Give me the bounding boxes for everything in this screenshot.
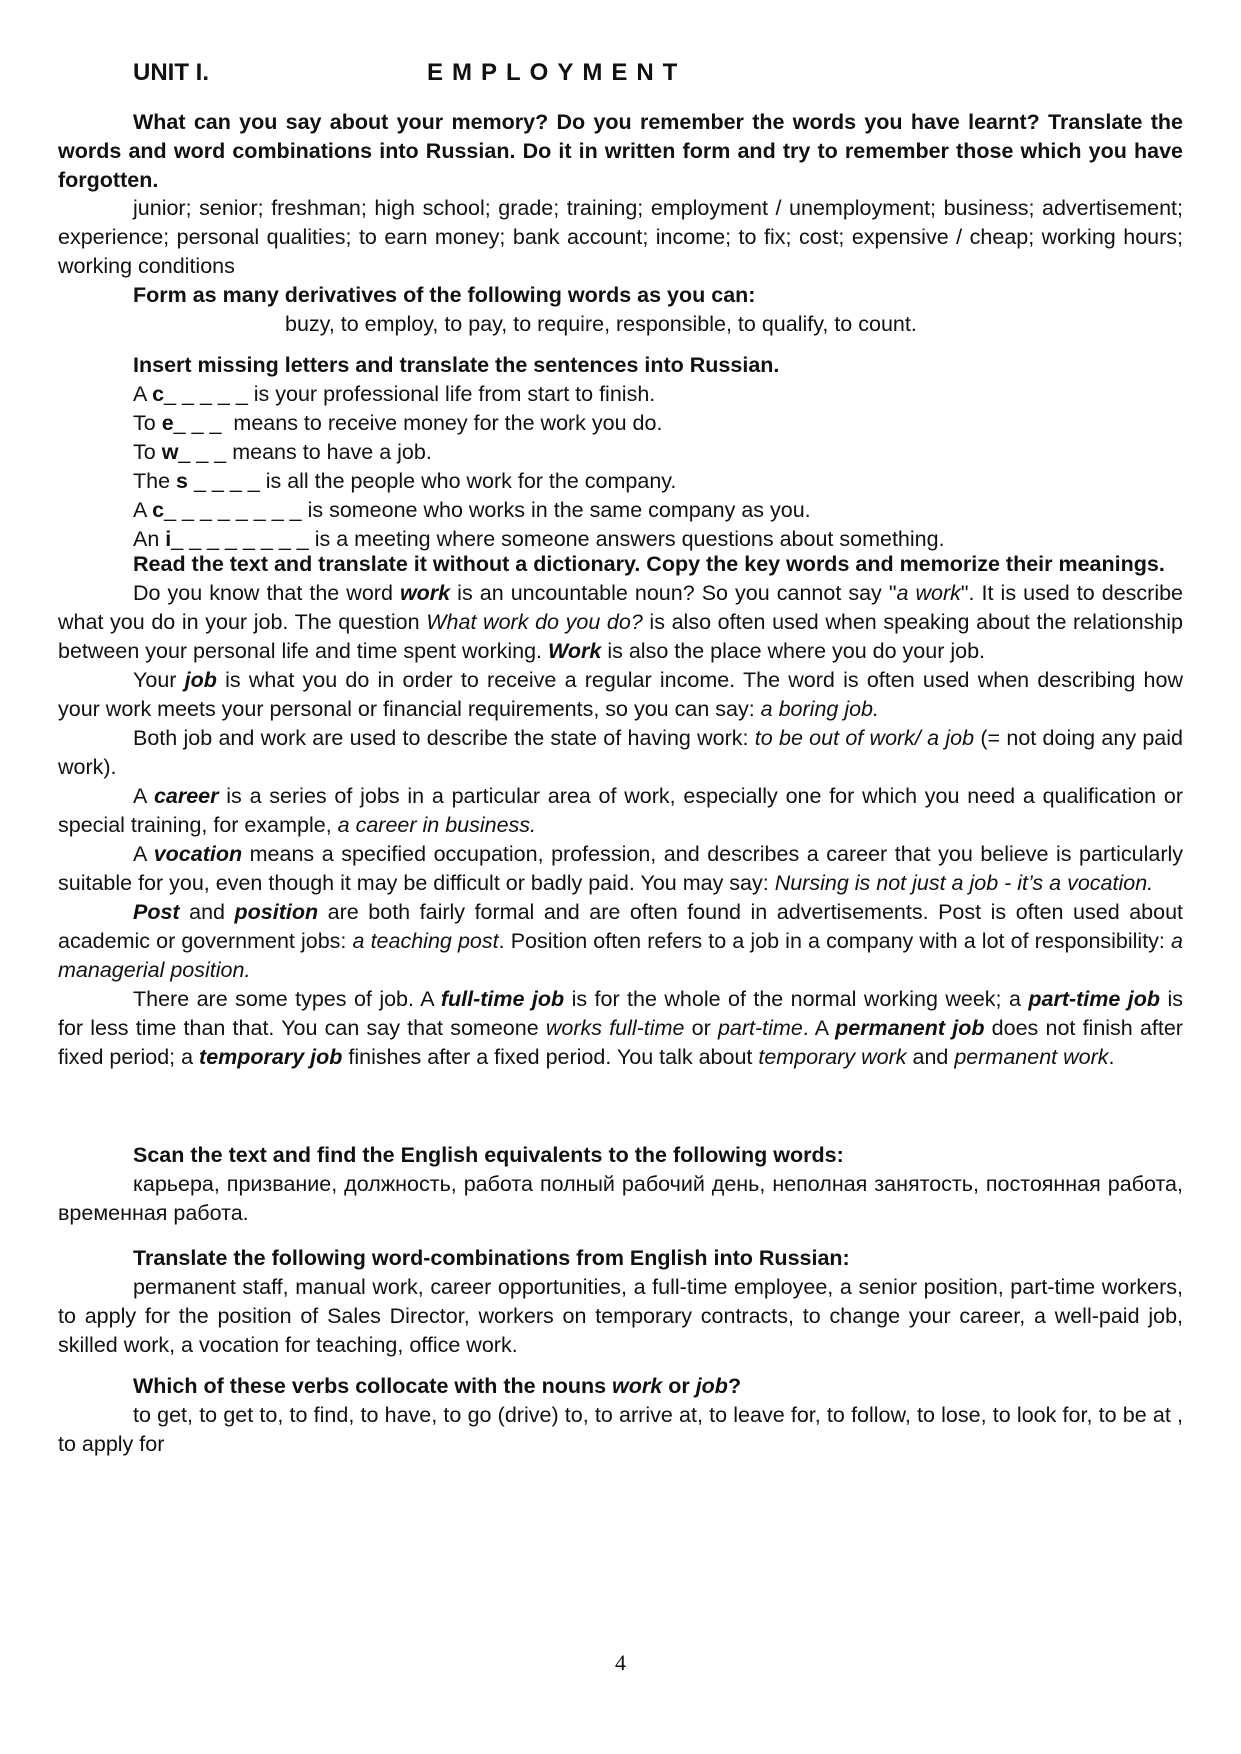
reading-paragraph-job: Your job is what you do in order to receive a regular income. The word is often used when describing how your work meets your personal or financial requirements, so you can say: a boring job. [58, 668, 1183, 721]
gap-sentence [58, 438, 1183, 467]
gap-first-letter: c [152, 382, 165, 406]
gap-blanks: _ _ _ _ _ _ _ _ [164, 498, 308, 522]
derivatives-word-list: buzy, to employ, to pay, to require, responsible, to qualify, to count. [285, 312, 917, 336]
reading-paragraph-both: Both job and work are used to describe the state of having work: to be out of work/ a job (= not doing any paid work). [58, 726, 1183, 779]
keyword-position: position [234, 900, 319, 924]
scan-word-list: карьера, призвание, должность, работа полный рабочий день, неполная занятость, постоянная работа, временная работа. [58, 1172, 1183, 1225]
reading-paragraph-post-position: Post and position are both fairly formal and are often found in advertisements. Post is often used about academic or government jobs: a teaching post. Position often refers to a job in a company with a lot of responsibility: a managerial position. [58, 900, 1183, 982]
memory-word-list: junior; senior; freshman; high school; grade; training; employment / unemployment; business; advertisement; experience; personal qualities; to earn money; bank account; income; to fix; cost; expensive / cheap; working hours; working conditions [58, 196, 1183, 278]
gap-rest: is all the people who work for the company. [265, 469, 677, 493]
section-scan [58, 1141, 1183, 1228]
keyword-vocation: vocation [153, 842, 243, 866]
section-missing-letters [58, 351, 1183, 554]
keyword-work: Work [548, 639, 602, 663]
section-derivatives [58, 281, 1183, 339]
section-reading [58, 550, 1183, 1072]
gap-prefix: To [133, 440, 162, 464]
gap-prefix: An [133, 527, 166, 551]
scan-instruction: Scan the text and find the English equivalents to the following words: [133, 1143, 844, 1167]
section-memory [58, 108, 1183, 281]
section-translate [58, 1244, 1183, 1360]
reading-instruction: Read the text and translate it without a dictionary. Copy the key words and memorize their meanings. [133, 552, 1165, 576]
collocate-verb-list: to get, to get to, to find, to have, to go (drive) to, to arrive at, to leave for, to follow, to lose, to look for, to be at , to apply for [58, 1403, 1183, 1456]
collocate-instruction: Which of these verbs collocate with the nouns work or job? [133, 1374, 742, 1398]
gap-first-letter: i [165, 527, 172, 551]
unit-topic: EMPLOYMENT [427, 59, 687, 86]
gap-first-letter: c [152, 498, 165, 522]
gap-blanks: _ _ _ [178, 440, 233, 464]
memory-instruction: What can you say about your memory? Do you remember the words you have learnt? Translate the words and word combinations into Russian. Do it in written form and try to remember those which you have forgotten. [58, 110, 1183, 192]
keyword-post: Post [133, 900, 180, 924]
gap-blanks: _ _ _ [173, 411, 234, 435]
translate-instruction: Translate the following word-combinations from English into Russian: [133, 1246, 850, 1270]
gap-sentence [58, 380, 1183, 409]
derivatives-instruction: Form as many derivatives of the following words as you can: [133, 283, 756, 307]
translate-word-list: permanent staff, manual work, career opportunities, a full-time employee, a senior position, part-time workers, to apply for the position of Sales Director, workers on temporary contracts, to change your career, a well-paid job, skilled work, a vocation for teaching, office work. [58, 1275, 1183, 1357]
missing-letters-instruction: Insert missing letters and translate the sentences into Russian. [133, 353, 780, 377]
reading-paragraph-career: A career is a series of jobs in a particular area of work, especially one for which you need a qualification or special training, for example, a career in business. [58, 784, 1183, 837]
gap-blanks: _ _ _ _ [188, 469, 266, 493]
gap-rest: is someone who works in the same company as you. [307, 498, 811, 522]
gap-blanks: _ _ _ _ _ [164, 382, 254, 406]
gap-rest: is a meeting where someone answers questions about something. [314, 527, 945, 551]
reading-paragraph-job-types: There are some types of job. A full-time job is for the whole of the normal working week; a part-time job is for less time than that. You can say that someone works full-time or part-time. A permanent job does not finish after fixed period; a temporary job finishes after a fixed period. You talk about temporary work and permanent work. [58, 987, 1184, 1069]
reading-paragraph-work: Do you know that the word work is an uncountable noun? So you cannot say "a work". It is used to describe what you do in your job. The question What work do you do? is also often used when speaking about the relationship between your personal life and time spent working. Work is also the place where you do your job. [58, 581, 1184, 663]
gap-prefix: A [133, 498, 153, 522]
gap-prefix: The [133, 469, 177, 493]
gap-prefix: A [133, 382, 153, 406]
gap-sentence [58, 496, 1183, 525]
section-collocate [58, 1372, 1183, 1459]
gap-first-letter: w [161, 440, 179, 464]
gap-rest: means to have a job. [232, 440, 432, 464]
reading-paragraph-vocation: A vocation means a specified occupation, profession, and describes a career that you believe is particularly suitable for you, even though it may be difficult or badly paid. You may say: Nursing is not just a job - it’s a vocation. [58, 842, 1184, 895]
gap-first-letter: s [176, 469, 188, 493]
keyword-work: work [399, 581, 451, 605]
gap-sentence [58, 409, 1183, 438]
gap-sentence [58, 467, 1183, 496]
keyword-job: job [184, 668, 217, 692]
gap-rest: is your professional life from start to finish. [253, 382, 656, 406]
unit-label: UNIT I. [133, 59, 209, 86]
gap-rest: means to receive money for the work you do. [233, 411, 663, 435]
unit-title [133, 58, 686, 87]
gap-first-letter: e [161, 411, 174, 435]
gap-prefix: To [133, 411, 162, 435]
page-number: 4 [615, 1650, 626, 1675]
keyword-career: career [153, 784, 219, 808]
gap-blanks: _ _ _ _ _ _ _ _ [171, 527, 315, 551]
